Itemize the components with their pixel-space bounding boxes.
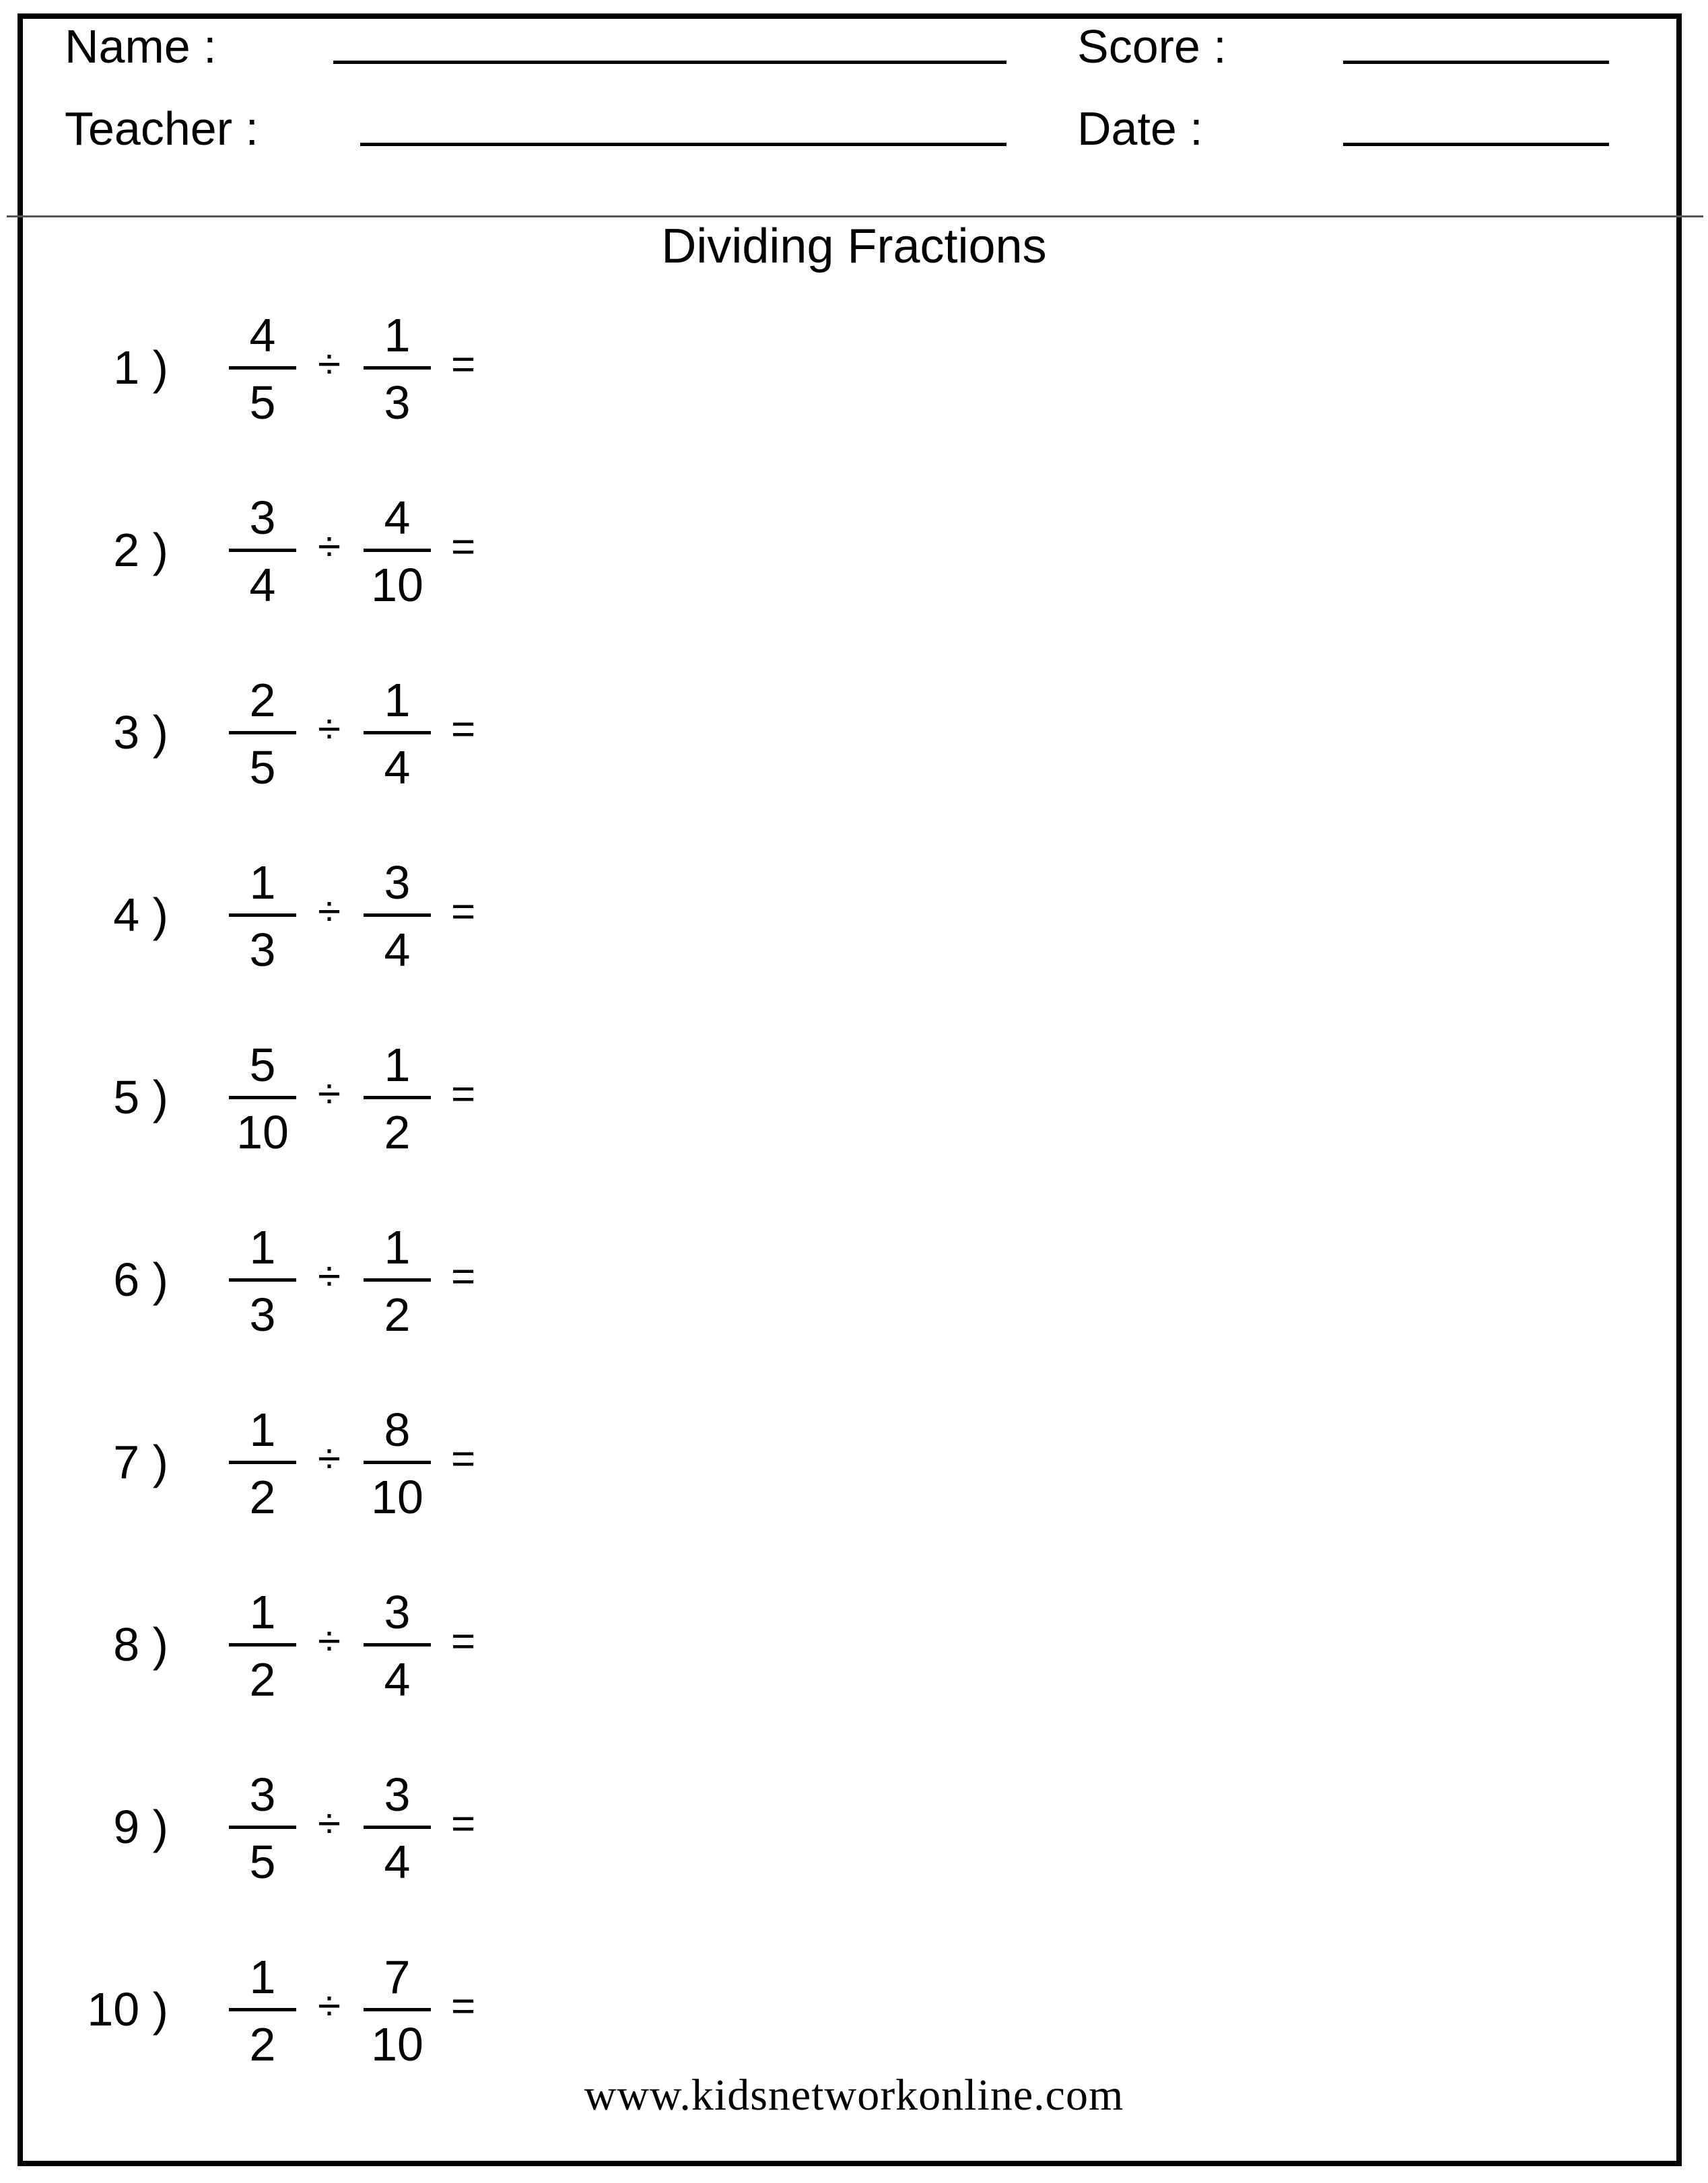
divisor-numerator: 3 <box>384 856 411 909</box>
divisor-fraction <box>364 306 431 441</box>
dividend-fraction <box>229 306 296 441</box>
divisor-fraction <box>364 489 431 623</box>
dividend-numerator: 1 <box>249 1951 276 2003</box>
divisor-numerator: 3 <box>384 1768 411 1821</box>
dividend-numerator: 5 <box>249 1039 276 1091</box>
header-divider <box>7 215 1703 217</box>
divisor-denominator: 10 <box>371 559 423 611</box>
divisor-denominator: 4 <box>384 924 411 976</box>
dividend-denominator: 3 <box>249 924 276 976</box>
divisor-numerator: 1 <box>384 1221 411 1274</box>
problem-number: 7 ) <box>113 1436 168 1488</box>
dividend-numerator: 3 <box>249 1768 276 1821</box>
divisor-fraction <box>364 1948 431 2083</box>
divisor-fraction-bar <box>364 2008 431 2011</box>
problem-row <box>0 1218 606 1353</box>
divisor-numerator: 7 <box>384 1951 411 2003</box>
divisor-numerator: 8 <box>384 1404 411 1456</box>
divisor-fraction <box>364 854 431 988</box>
divisor-fraction-bar <box>364 549 431 552</box>
equals-sign: = <box>451 1983 476 2030</box>
divide-sign: ÷ <box>318 1436 341 1482</box>
dividend-fraction <box>229 489 296 623</box>
divide-sign: ÷ <box>318 1253 341 1300</box>
dividend-fraction-bar <box>229 913 296 917</box>
problem-row <box>0 489 606 623</box>
dividend-numerator: 1 <box>249 1404 276 1456</box>
dividend-numerator: 1 <box>249 1586 276 1638</box>
problem-number: 1 ) <box>113 341 168 394</box>
teacher-label: Teacher : <box>65 102 259 155</box>
footer-website: www.kidsnetworkonline.com <box>584 2071 1124 2120</box>
dividend-denominator: 2 <box>249 2018 276 2071</box>
divisor-denominator: 2 <box>384 1288 411 1341</box>
problem-row <box>0 1948 606 2083</box>
divisor-denominator: 2 <box>384 1106 411 1158</box>
divisor-numerator: 1 <box>384 1039 411 1091</box>
equals-sign: = <box>451 889 476 935</box>
problem-number: 10 ) <box>87 1983 168 2036</box>
divisor-numerator: 1 <box>384 309 411 361</box>
dividend-denominator: 3 <box>249 1288 276 1341</box>
dividend-fraction-bar <box>229 1461 296 1464</box>
divisor-denominator: 4 <box>384 1836 411 1888</box>
problem-row <box>0 1583 606 1718</box>
dividend-fraction-bar <box>229 549 296 552</box>
problem-row <box>0 306 606 441</box>
equals-sign: = <box>451 524 476 570</box>
divisor-fraction <box>364 1401 431 1535</box>
divisor-denominator: 4 <box>384 741 411 794</box>
score-answer-line[interactable] <box>1343 61 1609 64</box>
problem-row <box>0 1036 606 1171</box>
dividend-numerator: 3 <box>249 491 276 544</box>
equals-sign: = <box>451 1253 476 1300</box>
divisor-numerator: 4 <box>384 491 411 544</box>
divisor-numerator: 1 <box>384 674 411 726</box>
divide-sign: ÷ <box>318 1618 341 1665</box>
divide-sign: ÷ <box>318 341 341 388</box>
divisor-fraction <box>364 1583 431 1718</box>
problem-row <box>0 671 606 806</box>
divisor-fraction-bar <box>364 1278 431 1282</box>
divisor-fraction-bar <box>364 1096 431 1099</box>
score-label: Score : <box>1077 20 1227 73</box>
problem-row <box>0 1401 606 1535</box>
name-label: Name : <box>65 20 217 73</box>
equals-sign: = <box>451 706 476 753</box>
equals-sign: = <box>451 1618 476 1665</box>
dividend-fraction <box>229 1766 296 1900</box>
dividend-numerator: 4 <box>249 309 276 361</box>
dividend-fraction <box>229 1401 296 1535</box>
divisor-fraction <box>364 1218 431 1353</box>
name-answer-line[interactable] <box>333 61 1006 64</box>
dividend-denominator: 2 <box>249 1653 276 1706</box>
dividend-denominator: 5 <box>249 1836 276 1888</box>
dividend-fraction-bar <box>229 1826 296 1829</box>
problem-number: 9 ) <box>113 1801 168 1853</box>
dividend-fraction-bar <box>229 1643 296 1647</box>
dividend-numerator: 2 <box>249 674 276 726</box>
problem-number: 2 ) <box>113 524 168 576</box>
problem-row <box>0 854 606 988</box>
teacher-answer-line[interactable] <box>360 143 1006 146</box>
divisor-fraction-bar <box>364 731 431 734</box>
equals-sign: = <box>451 341 476 388</box>
equals-sign: = <box>451 1801 476 1847</box>
divide-sign: ÷ <box>318 889 341 935</box>
dividend-fraction <box>229 854 296 988</box>
dividend-denominator: 5 <box>249 376 276 429</box>
equals-sign: = <box>451 1436 476 1482</box>
problem-number: 4 ) <box>113 889 168 941</box>
dividend-fraction-bar <box>229 731 296 734</box>
dividend-denominator: 2 <box>249 1471 276 1523</box>
divide-sign: ÷ <box>318 1983 341 2030</box>
divisor-denominator: 4 <box>384 1653 411 1706</box>
divisor-fraction-bar <box>364 913 431 917</box>
worksheet-title: Dividing Fractions <box>661 219 1047 273</box>
divide-sign: ÷ <box>318 524 341 570</box>
dividend-numerator: 1 <box>249 1221 276 1274</box>
dividend-fraction-bar <box>229 366 296 370</box>
date-answer-line[interactable] <box>1343 143 1609 146</box>
dividend-denominator: 4 <box>249 559 276 611</box>
divisor-numerator: 3 <box>384 1586 411 1638</box>
date-label: Date : <box>1077 102 1203 155</box>
dividend-fraction <box>229 1583 296 1718</box>
divisor-fraction-bar <box>364 1461 431 1464</box>
dividend-fraction-bar <box>229 1278 296 1282</box>
divide-sign: ÷ <box>318 1801 341 1847</box>
divide-sign: ÷ <box>318 1071 341 1117</box>
problem-number: 8 ) <box>113 1618 168 1671</box>
divisor-fraction-bar <box>364 366 431 370</box>
problem-number: 3 ) <box>113 706 168 759</box>
divide-sign: ÷ <box>318 706 341 753</box>
dividend-fraction <box>229 1948 296 2083</box>
divisor-denominator: 3 <box>384 376 411 429</box>
equals-sign: = <box>451 1071 476 1117</box>
divisor-denominator: 10 <box>371 1471 423 1523</box>
dividend-fraction <box>229 1036 296 1171</box>
dividend-denominator: 5 <box>249 741 276 794</box>
divisor-fraction-bar <box>364 1826 431 1829</box>
dividend-fraction <box>229 671 296 806</box>
dividend-fraction <box>229 1218 296 1353</box>
dividend-denominator: 10 <box>236 1106 289 1158</box>
problem-number: 6 ) <box>113 1253 168 1306</box>
divisor-fraction <box>364 671 431 806</box>
problem-number: 5 ) <box>113 1071 168 1123</box>
dividend-numerator: 1 <box>249 856 276 909</box>
divisor-fraction <box>364 1766 431 1900</box>
divisor-denominator: 10 <box>371 2018 423 2071</box>
divisor-fraction-bar <box>364 1643 431 1647</box>
divisor-fraction <box>364 1036 431 1171</box>
problem-row <box>0 1766 606 1900</box>
dividend-fraction-bar <box>229 2008 296 2011</box>
dividend-fraction-bar <box>229 1096 296 1099</box>
